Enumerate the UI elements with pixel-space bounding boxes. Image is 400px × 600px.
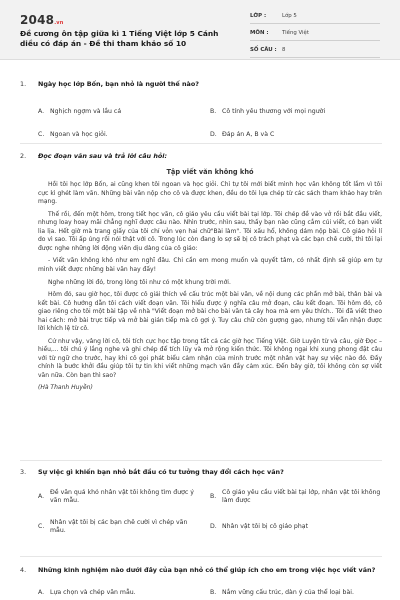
passage-paragraph: Hồi tôi học lớp Bốn, ai cũng khen tôi ngoan và học giỏi. Chỉ tự tôi mới biết mình học văn không tốt lắm vì tôi cực kì ghét làm văn. Những bài văn nộp cho cô và được khen, đều do tôi lựa chép từ các sách tham khảo hay trên mạng.: [38, 181, 382, 206]
passage-paragraph: - Viết văn không khó như em nghĩ đâu. Chỉ cần em mong muốn và quyết tâm, có nhất định sẽ giúp em tự mình viết được những bài văn hay đấy!: [38, 257, 382, 273]
option-text: Cô tính yêu thương với mọi người: [222, 107, 326, 115]
meta-row-subject: [250, 27, 380, 41]
question-number: 1.: [20, 80, 27, 88]
question-4: [20, 566, 382, 599]
option-d[interactable]: [210, 523, 382, 531]
passage-paragraph: Nghe những lời đó, trong lòng tôi như có một khung trời mới.: [48, 278, 231, 286]
question-2: [20, 152, 382, 161]
option-a[interactable]: [38, 489, 198, 506]
meta-label: MÔN :: [250, 29, 269, 36]
option-text: Cô giáo yêu cầu viết bài tại lớp, nhân vật tôi không làm được: [222, 488, 381, 504]
question-number: 3.: [20, 468, 27, 476]
option-b[interactable]: [210, 489, 382, 506]
passage-paragraph: Hôm đó, sau giờ học, tôi được cô giải thích về cấu trúc một bài văn, về nội dung các phần mở bài, thân bài và kết bài. Cô hướng dẫn tôi cách viết đoạn văn. Tôi hiểu được ý nghĩa câu mở đoạn, câu kết đoạn. Tôi hôm đó, cô giao riêng cho tôi một bài tập về nhà "Viết đoạn mở bài cho bài văn tả cây hoa mà em yêu thích.. Tôi đã viết theo hai cách: mở bài trực tiếp và mở bài gián tiếp mà cô gợi ý. Tuy câu chữ còn gượng gạo, nhưng tôi vẫn nhận được lời khích lệ từ cô.: [38, 291, 382, 333]
option-letter: B.: [210, 588, 217, 596]
option-b[interactable]: [210, 108, 382, 116]
option-text: Lựa chọn và chép văn mẫu.: [50, 588, 136, 596]
divider: [20, 556, 382, 557]
question-3: [20, 468, 382, 557]
option-text: Ngoan và học giỏi.: [50, 130, 108, 138]
question-text: Những kinh nghiệm nào dưới đây của bạn nhỏ có thể giúp ích cho em trong việc học viết văn?: [38, 566, 376, 574]
logo-suffix: .vn: [54, 20, 64, 26]
option-text: Nhân vật tôi bị cô giáo phạt: [222, 522, 308, 530]
question-text: Đọc đoạn văn sau và trả lời câu hỏi:: [38, 152, 168, 160]
option-a[interactable]: [38, 589, 198, 597]
passage-author: (Hà Thanh Huyền): [38, 384, 93, 392]
passage-title: Tập viết văn không khó: [166, 168, 254, 176]
option-text: Nghịch ngợm và lầu cá: [50, 107, 122, 115]
logo-text: 2048: [20, 13, 55, 27]
option-letter: A.: [38, 588, 45, 596]
reading-passage: [38, 168, 382, 397]
option-text: Đề văn quá khó nhân vật tôi không tìm được ý văn mẫu.: [50, 488, 194, 504]
option-letter: C.: [38, 130, 45, 138]
option-letter: D.: [210, 130, 217, 138]
passage-paragraph: Thế rồi, đến một hôm, trong tiết học văn, cô giáo yêu cầu viết bài tại lớp. Tôi chép đề vào vở rồi bắt đầu viết, nhưng loay hoay mãi chẳng nghĩ được câu nào. Nhìn trước, nhìn sau, thấy bạn nào cũng cắm cúi viết, có bạn viết lia lịa. Hết giờ mà trang giấy của tôi chỉ vỏn vẹn hai chữ"Bài làm". Tôi xấu hổ, không dám nộp bài. Cô giáo hỏi lí do vì sao. Tôi ấp úng rồi nói thật với cô. Trong lúc còn đang lo sợ sẽ bị cô trách phạt và các bạn chê cười, thì tôi lại được nghe những lời động viên dịu dàng của cô giáo:: [38, 210, 382, 252]
divider: [20, 460, 382, 461]
document-title: Đề cương ôn tập giữa kì 1 Tiếng Việt lớp 5 Cánh diều có đáp án - Đề thi tham khảo số 10: [20, 29, 219, 48]
option-letter: A.: [38, 107, 45, 115]
question-number: 2.: [20, 152, 27, 160]
option-letter: D.: [210, 522, 217, 530]
option-letter: B.: [210, 492, 217, 500]
option-letter: B.: [210, 107, 217, 115]
option-d[interactable]: [210, 131, 382, 139]
divider: [20, 143, 382, 144]
site-logo[interactable]: [20, 12, 64, 28]
meta-value: Tiếng Việt: [282, 29, 309, 36]
option-c[interactable]: [38, 519, 198, 536]
question-text: Sự việc gì khiến bạn nhỏ bắt đầu có tư tưởng thay đổi cách học văn?: [38, 468, 284, 476]
meta-row-count: [250, 44, 380, 58]
meta-row-class: [250, 10, 380, 24]
question-1: [20, 80, 382, 139]
option-letter: A.: [38, 492, 45, 500]
meta-value: 8: [282, 46, 286, 53]
meta-label: LỚP :: [250, 12, 267, 19]
option-text: Nhân vật tôi bị các bạn chê cười vì chép văn mẫu.: [50, 518, 188, 534]
option-a[interactable]: [38, 108, 198, 116]
option-b[interactable]: [210, 589, 382, 597]
question-number: 4.: [20, 566, 27, 574]
option-text: Nắm vững cấu trúc, dàn ý của thể loại bài.: [222, 588, 354, 596]
option-letter: C.: [38, 522, 45, 530]
meta-value: Lớp 5: [282, 12, 297, 19]
option-c[interactable]: [38, 131, 198, 139]
meta-label: SỐ CÂU :: [250, 46, 277, 53]
passage-paragraph: Cứ như vậy, vâng lời cô, tôi tích cực học tập trong tất cả các giờ học Tiếng Việt. Giờ Luyện từ và câu, giờ Đọc – hiểu,... tôi chú ý lắng nghe và ghi chép để tích lũy và mở rộng kiến thức. Tôi không ngại khi xung phong đặt câu với từ ngữ cho trước, hay khi cô gọi phát biểu cảm nhận của mình trước một nhân vật hay sự việc nào đó. Đấy chính là bước khởi đầu giúp tôi tự tin khi viết những mạch văn đầy cảm xúc. Đến bây giờ, tôi không còn sợ viết văn nữa. Còn bạn thì sao?: [38, 337, 382, 379]
page-header: [0, 0, 400, 60]
meta-info: [250, 10, 380, 61]
option-text: Đáp án A, B và C: [222, 130, 275, 138]
question-text: Ngày học lớp Bốn, bạn nhỏ là người thế nào?: [38, 80, 199, 88]
